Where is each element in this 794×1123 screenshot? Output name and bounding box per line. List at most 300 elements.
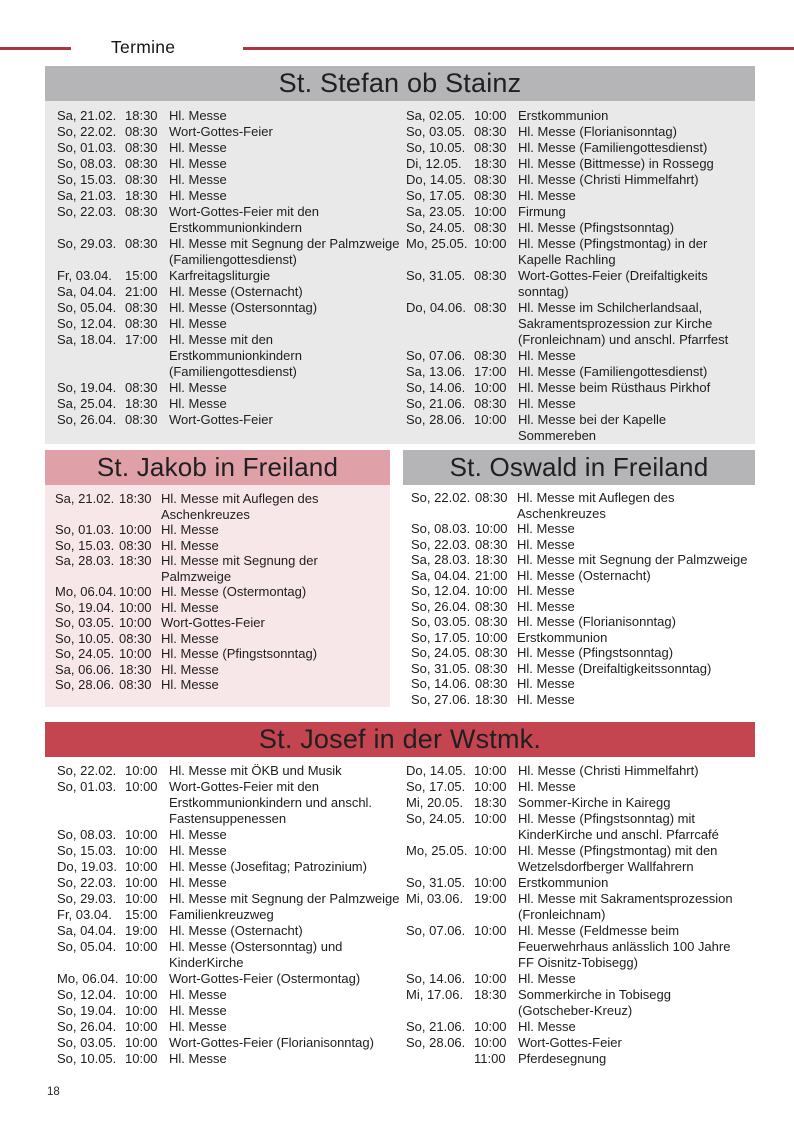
- event-time: 08:30: [119, 537, 152, 553]
- event-time: 10:00: [474, 412, 507, 427]
- event-date: So, 19.04.: [55, 599, 115, 615]
- schedule-row: [406, 1051, 749, 1067]
- event-date: So, 12.04.: [411, 583, 471, 598]
- schedule-row: [406, 843, 749, 875]
- event-time: 08:30: [474, 300, 507, 315]
- schedule-row: [406, 204, 749, 220]
- event-description: Wort-Gottes-Feier (Florianisonntag): [169, 1035, 374, 1050]
- event-description: Hl. Messe: [169, 987, 227, 1002]
- schedule-row: [55, 600, 386, 616]
- schedule-row: [406, 300, 749, 348]
- schedule-row: [406, 380, 749, 396]
- event-description: Hl. Messe: [518, 779, 576, 794]
- event-description: Wort-Gottes-Feier: [518, 1035, 622, 1050]
- schedule-row: [411, 490, 751, 521]
- schedule-row: [411, 692, 751, 708]
- event-time: 18:30: [475, 552, 508, 567]
- event-description: Hl. Messe im Schilcherlandsaal, Sakramentsprozession zur Kirche (Fronleichnam) und anschl. Pfarrfest: [518, 300, 729, 347]
- event-description: Hl. Messe: [517, 536, 575, 552]
- event-date: So, 26.04.: [57, 1019, 117, 1034]
- event-time: 10:00: [474, 875, 507, 890]
- event-time: 10:00: [119, 599, 152, 615]
- event-date: So, 10.05.: [55, 630, 115, 646]
- event-date: So, 22.03.: [57, 204, 117, 219]
- event-time: 19:00: [474, 891, 507, 906]
- event-date: So, 31.05.: [411, 660, 471, 676]
- event-time: 10:00: [474, 236, 507, 251]
- event-date: So, 22.03.: [57, 875, 117, 890]
- event-time: 10:00: [125, 843, 158, 858]
- event-date: So, 08.03.: [57, 827, 117, 842]
- event-description: Hl. Messe: [169, 875, 227, 890]
- event-time: 10:00: [125, 1035, 158, 1050]
- event-description: Hl. Messe (Osternacht): [169, 284, 303, 299]
- schedule-row: [406, 236, 749, 268]
- event-date: Sa, 21.03.: [57, 188, 117, 203]
- event-date: Fr, 03.04.: [57, 268, 112, 283]
- event-time: 10:00: [125, 971, 158, 986]
- event-time: 08:30: [125, 172, 158, 187]
- event-time: 18:30: [474, 156, 507, 171]
- schedule-row: [406, 156, 749, 172]
- event-description: Hl. Messe (Josefitag; Patrozinium): [169, 859, 367, 874]
- section-title: St. Jakob in Freiland: [45, 450, 390, 485]
- event-date: So, 08.03.: [411, 521, 471, 536]
- event-date: Mi, 17.06.: [406, 987, 464, 1002]
- schedule-row: [57, 268, 406, 284]
- event-date: So, 21.06.: [406, 396, 466, 411]
- event-date: So, 01.03.: [55, 522, 115, 537]
- event-description: Wort-Gottes-Feier (Ostermontag): [169, 971, 361, 986]
- event-time: 08:30: [125, 140, 158, 155]
- event-time: 08:30: [474, 220, 507, 235]
- event-description: Hl. Messe mit Segnung der Palmzweige (Familiengottesdienst): [169, 236, 400, 267]
- event-description: Hl. Messe mit Auflegen des Aschenkreuzes: [517, 490, 675, 521]
- event-date: So, 14.06.: [406, 971, 466, 986]
- event-description: Hl. Messe: [169, 1051, 227, 1066]
- schedule-row: [57, 316, 406, 332]
- schedule-row: [406, 891, 749, 923]
- event-date: So, 07.06.: [406, 348, 466, 363]
- event-description: Hl. Messe beim Rüsthaus Pirkhof: [518, 380, 711, 395]
- section-title: St. Josef in der Wstmk.: [45, 722, 755, 757]
- event-time: 08:30: [474, 348, 507, 363]
- event-time: 11:00: [474, 1051, 506, 1066]
- event-time: 21:00: [125, 284, 158, 299]
- event-description: Hl. Messe: [518, 188, 576, 203]
- event-date: Mo, 25.05.: [406, 236, 468, 251]
- event-time: 17:00: [474, 364, 507, 379]
- event-date: So, 05.04.: [57, 939, 117, 954]
- event-description: Hl. Messe (Pfingstsonntag): [161, 646, 318, 661]
- event-description: Hl. Messe: [169, 156, 227, 171]
- schedule-row: [57, 412, 406, 428]
- section-title: St. Stefan ob Stainz: [45, 66, 755, 101]
- event-date: So, 12.04.: [57, 316, 117, 331]
- page-title: Termine: [111, 37, 176, 57]
- event-time: 10:00: [474, 843, 507, 858]
- event-date: Sa, 21.02.: [55, 491, 115, 506]
- event-time: 18:30: [119, 661, 152, 677]
- event-date: Sa, 04.04.: [57, 284, 117, 299]
- schedule-row: [57, 108, 406, 124]
- event-description: Hl. Messe mit Segnung der Palmzweige: [517, 552, 748, 567]
- event-date: So, 28.06.: [55, 677, 115, 692]
- schedule-row: [57, 124, 406, 140]
- event-date: So, 07.06.: [406, 923, 466, 938]
- event-description: Wort-Gottes-Feier: [169, 412, 273, 427]
- event-time: 10:00: [125, 1003, 158, 1018]
- event-time: 10:00: [125, 763, 158, 778]
- event-description: Hl. Messe (Osternacht): [517, 567, 651, 583]
- schedule-row: [57, 987, 406, 1003]
- event-description: Hl. Messe: [518, 348, 576, 363]
- schedule-row: [57, 779, 406, 827]
- schedule-row: [411, 676, 751, 692]
- event-date: So, 12.04.: [57, 987, 117, 1002]
- event-description: Hl. Messe: [169, 396, 227, 411]
- event-time: 08:30: [125, 156, 158, 171]
- event-time: 08:30: [475, 614, 508, 629]
- event-date: Mo, 25.05.: [406, 843, 468, 858]
- event-time: 08:30: [125, 124, 158, 139]
- schedule-row: [57, 827, 406, 843]
- event-time: 08:30: [475, 645, 508, 660]
- schedule-row: [406, 268, 749, 300]
- schedule-row: [406, 1019, 749, 1035]
- event-time: 10:00: [125, 891, 158, 906]
- event-date: So, 01.03.: [57, 140, 117, 155]
- event-description: Hl. Messe: [518, 396, 576, 411]
- event-date: So, 22.02.: [411, 490, 471, 505]
- event-date: So, 15.03.: [57, 172, 117, 187]
- schedule-row: [57, 332, 406, 380]
- schedule-row: [411, 568, 751, 584]
- event-description: Hl. Messe (Ostersonntag): [169, 300, 318, 315]
- event-date: So, 10.05.: [57, 1051, 117, 1066]
- schedule-row: [55, 646, 386, 662]
- schedule-st-josef: [45, 757, 755, 1075]
- event-date: Sa, 21.02.: [57, 108, 117, 123]
- event-description: Firmung: [518, 204, 566, 219]
- schedule-row: [55, 584, 386, 600]
- event-description: Hl. Messe: [161, 661, 219, 677]
- event-date: So, 24.05.: [411, 645, 471, 660]
- event-description: Erstkommunion: [517, 629, 608, 645]
- event-date: So, 03.05.: [406, 124, 466, 139]
- event-date: So, 01.03.: [57, 779, 117, 794]
- event-description: Karfreitagsliturgie: [169, 268, 271, 283]
- event-date: So, 17.05.: [406, 779, 466, 794]
- event-time: 18:30: [125, 108, 158, 123]
- event-description: Wort-Gottes-Feier: [169, 124, 273, 139]
- event-description: Erstkommunion: [518, 108, 609, 123]
- section-st-oswald-in-freiland: [403, 450, 755, 707]
- event-time: 10:00: [125, 1019, 158, 1034]
- event-time: 18:30: [125, 188, 158, 203]
- event-description: Hl. Messe: [518, 1019, 576, 1034]
- event-time: 10:00: [475, 521, 508, 536]
- event-date: So, 05.04.: [57, 300, 117, 315]
- event-description: Hl. Messe: [518, 971, 576, 986]
- event-time: 08:30: [475, 490, 508, 505]
- schedule-row: [57, 1003, 406, 1019]
- schedule-row: [57, 236, 406, 268]
- event-date: So, 15.03.: [55, 537, 115, 553]
- header-rule-left: [0, 47, 71, 50]
- schedule-row: [55, 631, 386, 647]
- schedule-row: [411, 630, 751, 646]
- schedule-column-right: [406, 108, 749, 444]
- schedule-row: [57, 396, 406, 412]
- event-time: 08:30: [474, 188, 507, 203]
- event-time: 08:30: [119, 677, 152, 692]
- schedule-row: [57, 859, 406, 875]
- schedule-row: [406, 763, 749, 779]
- schedule-row: [57, 188, 406, 204]
- event-time: 10:00: [119, 522, 152, 537]
- schedule-row: [411, 614, 751, 630]
- event-date: So, 03.05.: [57, 1035, 117, 1050]
- schedule-row: [57, 939, 406, 971]
- event-description: Hl. Messe mit Sakramentsprozession (Fronleichnam): [518, 891, 733, 922]
- event-description: Hl. Messe mit den Erstkommunionkindern (Familiengottesdienst): [169, 332, 302, 379]
- event-time: 08:30: [125, 300, 158, 315]
- schedule-row: [57, 204, 406, 236]
- event-description: Hl. Messe (Ostersonntag) und KinderKirche: [169, 939, 343, 970]
- event-description: Hl. Messe (Dreifaltigkeitssonntag): [517, 660, 712, 676]
- schedule-row: [57, 156, 406, 172]
- event-time: 10:00: [119, 615, 152, 630]
- schedule-column-right: [406, 763, 749, 1067]
- event-description: Hl. Messe: [161, 630, 219, 646]
- event-time: 08:30: [474, 396, 507, 411]
- event-date: Mo, 06.04.: [55, 584, 117, 599]
- schedule-row: [57, 284, 406, 300]
- schedule-row: [406, 188, 749, 204]
- event-time: 18:30: [474, 795, 507, 810]
- event-description: Hl. Messe: [169, 1019, 227, 1034]
- event-time: 08:30: [119, 630, 152, 646]
- schedule-row: [406, 140, 749, 156]
- schedule-row: [57, 971, 406, 987]
- schedule-row: [57, 907, 406, 923]
- section-st-stefan-ob-stainz: [45, 66, 755, 444]
- schedule-row: [57, 923, 406, 939]
- schedule-row: [406, 779, 749, 795]
- schedule-row: [406, 220, 749, 236]
- event-description: Hl. Messe (Pfingstsonntag): [517, 645, 674, 660]
- event-description: Pferdesegnung: [518, 1051, 607, 1066]
- event-time: 10:00: [474, 971, 507, 986]
- event-time: 18:30: [474, 987, 507, 1002]
- event-description: Wort-Gottes-Feier mit den Erstkommunionkindern und anschl. Fastensuppenessen: [169, 779, 373, 826]
- section-title: St. Oswald in Freiland: [403, 450, 755, 485]
- event-date: Mi, 20.05.: [406, 795, 464, 810]
- schedule-row: [406, 971, 749, 987]
- event-time: 15:00: [125, 907, 158, 922]
- schedule-row: [406, 987, 749, 1019]
- schedule-row: [406, 396, 749, 412]
- event-date: So, 31.05.: [406, 268, 466, 283]
- event-description: Hl. Messe (Feldmesse beim Feuerwehrhaus anlässlich 100 Jahre FF Oisnitz-Tobisegg): [518, 923, 731, 970]
- event-date: So, 22.02.: [57, 763, 117, 778]
- event-description: Hl. Messe mit Segnung der Palmzweige: [169, 891, 400, 906]
- event-date: So, 28.06.: [406, 412, 466, 427]
- event-time: 08:30: [125, 236, 158, 251]
- event-time: 10:00: [125, 859, 158, 874]
- schedule-row: [57, 1051, 406, 1067]
- schedule-row: [406, 412, 749, 444]
- event-description: Hl. Messe (Bittmesse) in Rossegg: [518, 156, 714, 171]
- event-time: 10:00: [475, 583, 508, 598]
- page-number: 18: [47, 1086, 60, 1098]
- schedule-row: [57, 140, 406, 156]
- event-description: Sommerkirche in Tobisegg (Gotscheber-Kreuz): [518, 987, 671, 1018]
- event-time: 10:00: [125, 1051, 158, 1066]
- event-time: 21:00: [475, 567, 508, 583]
- event-date: So, 22.03.: [411, 536, 471, 552]
- event-time: 08:30: [125, 316, 158, 331]
- event-date: So, 27.06.: [411, 691, 471, 707]
- event-description: Wort-Gottes-Feier mit den Erstkommunionkindern: [169, 204, 320, 235]
- event-description: Hl. Messe mit ÖKB und Musik: [169, 763, 342, 778]
- event-date: Sa, 02.05.: [406, 108, 466, 123]
- event-description: Hl. Messe: [169, 108, 227, 123]
- event-description: Hl. Messe (Christi Himmelfahrt): [518, 763, 699, 778]
- event-description: Hl. Messe (Ostermontag): [161, 584, 307, 599]
- schedule-st-stefan: [45, 101, 755, 444]
- event-time: 10:00: [474, 779, 507, 794]
- schedule-row: [57, 763, 406, 779]
- schedule-row: [406, 875, 749, 891]
- event-time: 18:30: [119, 553, 152, 568]
- event-description: Hl. Messe (Familiengottesdienst): [518, 364, 708, 379]
- event-date: So, 24.05.: [406, 220, 466, 235]
- event-description: Hl. Messe: [161, 677, 219, 692]
- schedule-row: [411, 645, 751, 661]
- schedule-row: [57, 843, 406, 859]
- event-description: Hl. Messe (Pfingstsonntag) mit KinderKirche und anschl. Pfarrcafé: [518, 811, 719, 842]
- event-description: Wort-Gottes-Feier: [161, 615, 265, 630]
- event-description: Hl. Messe: [517, 583, 575, 598]
- event-description: Hl. Messe: [169, 188, 227, 203]
- event-time: 18:30: [125, 396, 158, 411]
- event-date: Mi, 03.06.: [406, 891, 464, 906]
- event-description: Hl. Messe: [161, 522, 219, 537]
- schedule-row: [57, 172, 406, 188]
- schedule-row: [55, 615, 386, 631]
- schedule-row: [55, 538, 386, 554]
- event-description: Hl. Messe: [517, 676, 575, 691]
- event-date: So, 21.06.: [406, 1019, 466, 1034]
- schedule-row: [406, 172, 749, 188]
- section-st-jakob-in-freiland: [45, 450, 390, 707]
- event-time: 08:30: [474, 124, 507, 139]
- event-time: 18:30: [475, 691, 508, 707]
- event-description: Hl. Messe: [169, 316, 227, 331]
- event-date: So, 15.03.: [57, 843, 117, 858]
- event-time: 10:00: [125, 987, 158, 1002]
- event-description: Hl. Messe: [517, 691, 575, 707]
- event-time: 10:00: [474, 1035, 507, 1050]
- event-time: 08:30: [125, 204, 158, 219]
- event-date: So, 29.03.: [57, 236, 117, 251]
- event-description: Hl. Messe bei der Kapelle Sommereben: [518, 412, 667, 443]
- event-date: So, 08.03.: [57, 156, 117, 171]
- schedule-row: [411, 537, 751, 553]
- event-time: 10:00: [119, 584, 152, 599]
- schedule-row: [411, 661, 751, 677]
- event-description: Hl. Messe (Familiengottesdienst): [518, 140, 708, 155]
- event-date: Sa, 04.04.: [57, 923, 117, 938]
- event-description: Hl. Messe mit Auflegen des Aschenkreuzes: [161, 491, 319, 522]
- schedule-row: [406, 108, 749, 124]
- event-date: So, 26.04.: [411, 598, 471, 614]
- schedule-row: [406, 124, 749, 140]
- schedule-row: [55, 553, 386, 584]
- event-time: 08:30: [474, 268, 507, 283]
- event-date: Do, 14.05.: [406, 172, 466, 187]
- event-description: Hl. Messe: [517, 521, 575, 536]
- event-time: 10:00: [474, 923, 507, 938]
- event-date: So, 28.06.: [406, 1035, 466, 1050]
- event-description: Hl. Messe: [161, 537, 219, 553]
- event-date: Sa, 23.05.: [406, 204, 466, 219]
- event-description: Hl. Messe: [169, 827, 227, 842]
- event-date: So, 14.06.: [406, 380, 466, 395]
- schedule-column-left: [57, 108, 406, 444]
- event-date: So, 19.04.: [57, 1003, 117, 1018]
- event-date: So, 03.05.: [55, 615, 115, 630]
- event-time: 10:00: [125, 939, 158, 954]
- event-date: Sa, 28.03.: [411, 552, 471, 567]
- event-description: Hl. Messe (Pfingstmontag) in der Kapelle Rachling: [518, 236, 708, 267]
- event-description: Hl. Messe (Pfingstmontag) mit den Wetzelsdorfberger Wallfahrern: [518, 843, 718, 874]
- event-description: Hl. Messe: [169, 843, 227, 858]
- schedule-row: [411, 521, 751, 537]
- event-description: Sommer-Kirche in Kairegg: [518, 795, 671, 810]
- event-description: Hl. Messe: [169, 140, 227, 155]
- event-time: 08:30: [475, 536, 508, 552]
- event-description: Hl. Messe: [161, 599, 219, 615]
- event-description: Wort-Gottes-Feier (Dreifaltigkeits sonntag): [518, 268, 708, 299]
- event-date: So, 26.04.: [57, 412, 117, 427]
- event-time: 10:00: [125, 827, 158, 842]
- event-description: Hl. Messe: [517, 598, 575, 614]
- schedule-row: [57, 380, 406, 396]
- schedule-column-left: [57, 763, 406, 1067]
- event-description: Hl. Messe (Osternacht): [169, 923, 303, 938]
- event-time: 10:00: [474, 763, 507, 778]
- event-date: So, 17.05.: [411, 629, 471, 645]
- schedule-row: [55, 662, 386, 678]
- schedule-row: [57, 1035, 406, 1051]
- schedule-row: [406, 795, 749, 811]
- event-time: 10:00: [474, 1019, 507, 1034]
- schedule-row: [55, 677, 386, 693]
- event-time: 10:00: [475, 629, 508, 645]
- event-time: 08:30: [475, 676, 508, 691]
- schedule-row: [411, 552, 751, 568]
- schedule-row: [411, 583, 751, 599]
- schedule-row: [57, 891, 406, 907]
- event-description: Hl. Messe (Florianisonntag): [518, 124, 677, 139]
- event-time: 10:00: [474, 204, 507, 219]
- schedule-row: [55, 522, 386, 538]
- event-time: 08:30: [475, 598, 508, 614]
- event-description: Erstkommunion: [518, 875, 609, 890]
